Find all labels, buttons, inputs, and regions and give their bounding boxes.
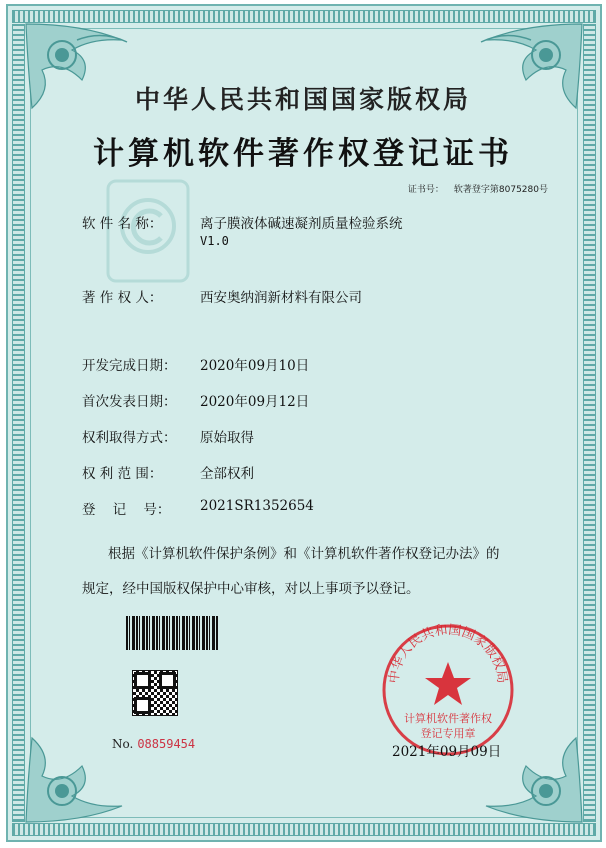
seal-inner-line-2: 登记专用章 bbox=[420, 727, 476, 740]
field-label: 权利取得方式： bbox=[82, 430, 177, 446]
certificate-title: 计算机软件著作权登记证书 bbox=[93, 136, 513, 172]
certificate-number bbox=[408, 182, 548, 195]
field-label: 开发完成日期： bbox=[82, 358, 177, 374]
field-value: 离子膜液体碱速凝剂质量检验系统 bbox=[200, 216, 403, 232]
field-registration-number bbox=[82, 498, 314, 518]
field-value: 2020年09月10日 bbox=[200, 358, 310, 374]
serial-prefix: No. bbox=[112, 737, 134, 751]
official-seal bbox=[378, 620, 518, 760]
star-icon bbox=[425, 662, 471, 705]
field-acquire-method bbox=[82, 426, 254, 446]
field-label: 软 件 名 称： bbox=[82, 216, 163, 232]
statement-line-2: 规定，经中国版权保护中心审核，对以上事项予以登记。 bbox=[82, 581, 420, 597]
seal-inner-line-1: 计算机软件著作权 bbox=[404, 712, 492, 725]
software-version: V1.0 bbox=[200, 234, 229, 248]
serial-number bbox=[112, 737, 195, 751]
field-dev-complete-date bbox=[82, 354, 309, 374]
serial-value: 08859454 bbox=[137, 737, 196, 751]
field-first-publish-date bbox=[82, 390, 309, 410]
field-value: 全部权利 bbox=[200, 466, 254, 482]
qr-code bbox=[132, 670, 178, 716]
barcode bbox=[126, 616, 218, 650]
field-label: 权 利 范 围： bbox=[82, 466, 163, 482]
certificate-number-value: 软著登字第8075280号 bbox=[453, 185, 548, 195]
statement-line-1: 根据《计算机软件保护条例》和《计算机软件著作权登记办法》的 bbox=[108, 546, 500, 562]
issuer-title: 中华人民共和国国家版权局 bbox=[134, 85, 471, 114]
field-rights-scope bbox=[82, 462, 254, 482]
field-copyright-owner bbox=[82, 286, 362, 306]
field-value: 原始取得 bbox=[200, 430, 254, 446]
field-label: 首次发表日期： bbox=[82, 394, 177, 410]
field-label: 著 作 权 人： bbox=[82, 290, 163, 306]
seal-outer-text: 中华人民共和国国家版权局 bbox=[386, 622, 510, 685]
field-software-name bbox=[82, 212, 403, 248]
seal-date: 2021年09月09日 bbox=[392, 744, 502, 760]
certificate-number-label: 证书号： bbox=[407, 185, 444, 195]
field-value: 2021SR1352654 bbox=[200, 498, 314, 514]
field-value: 西安奥纳润新材料有限公司 bbox=[200, 290, 362, 306]
field-label: 登 记 号： bbox=[82, 502, 171, 518]
field-value: 2020年09月12日 bbox=[200, 394, 310, 410]
